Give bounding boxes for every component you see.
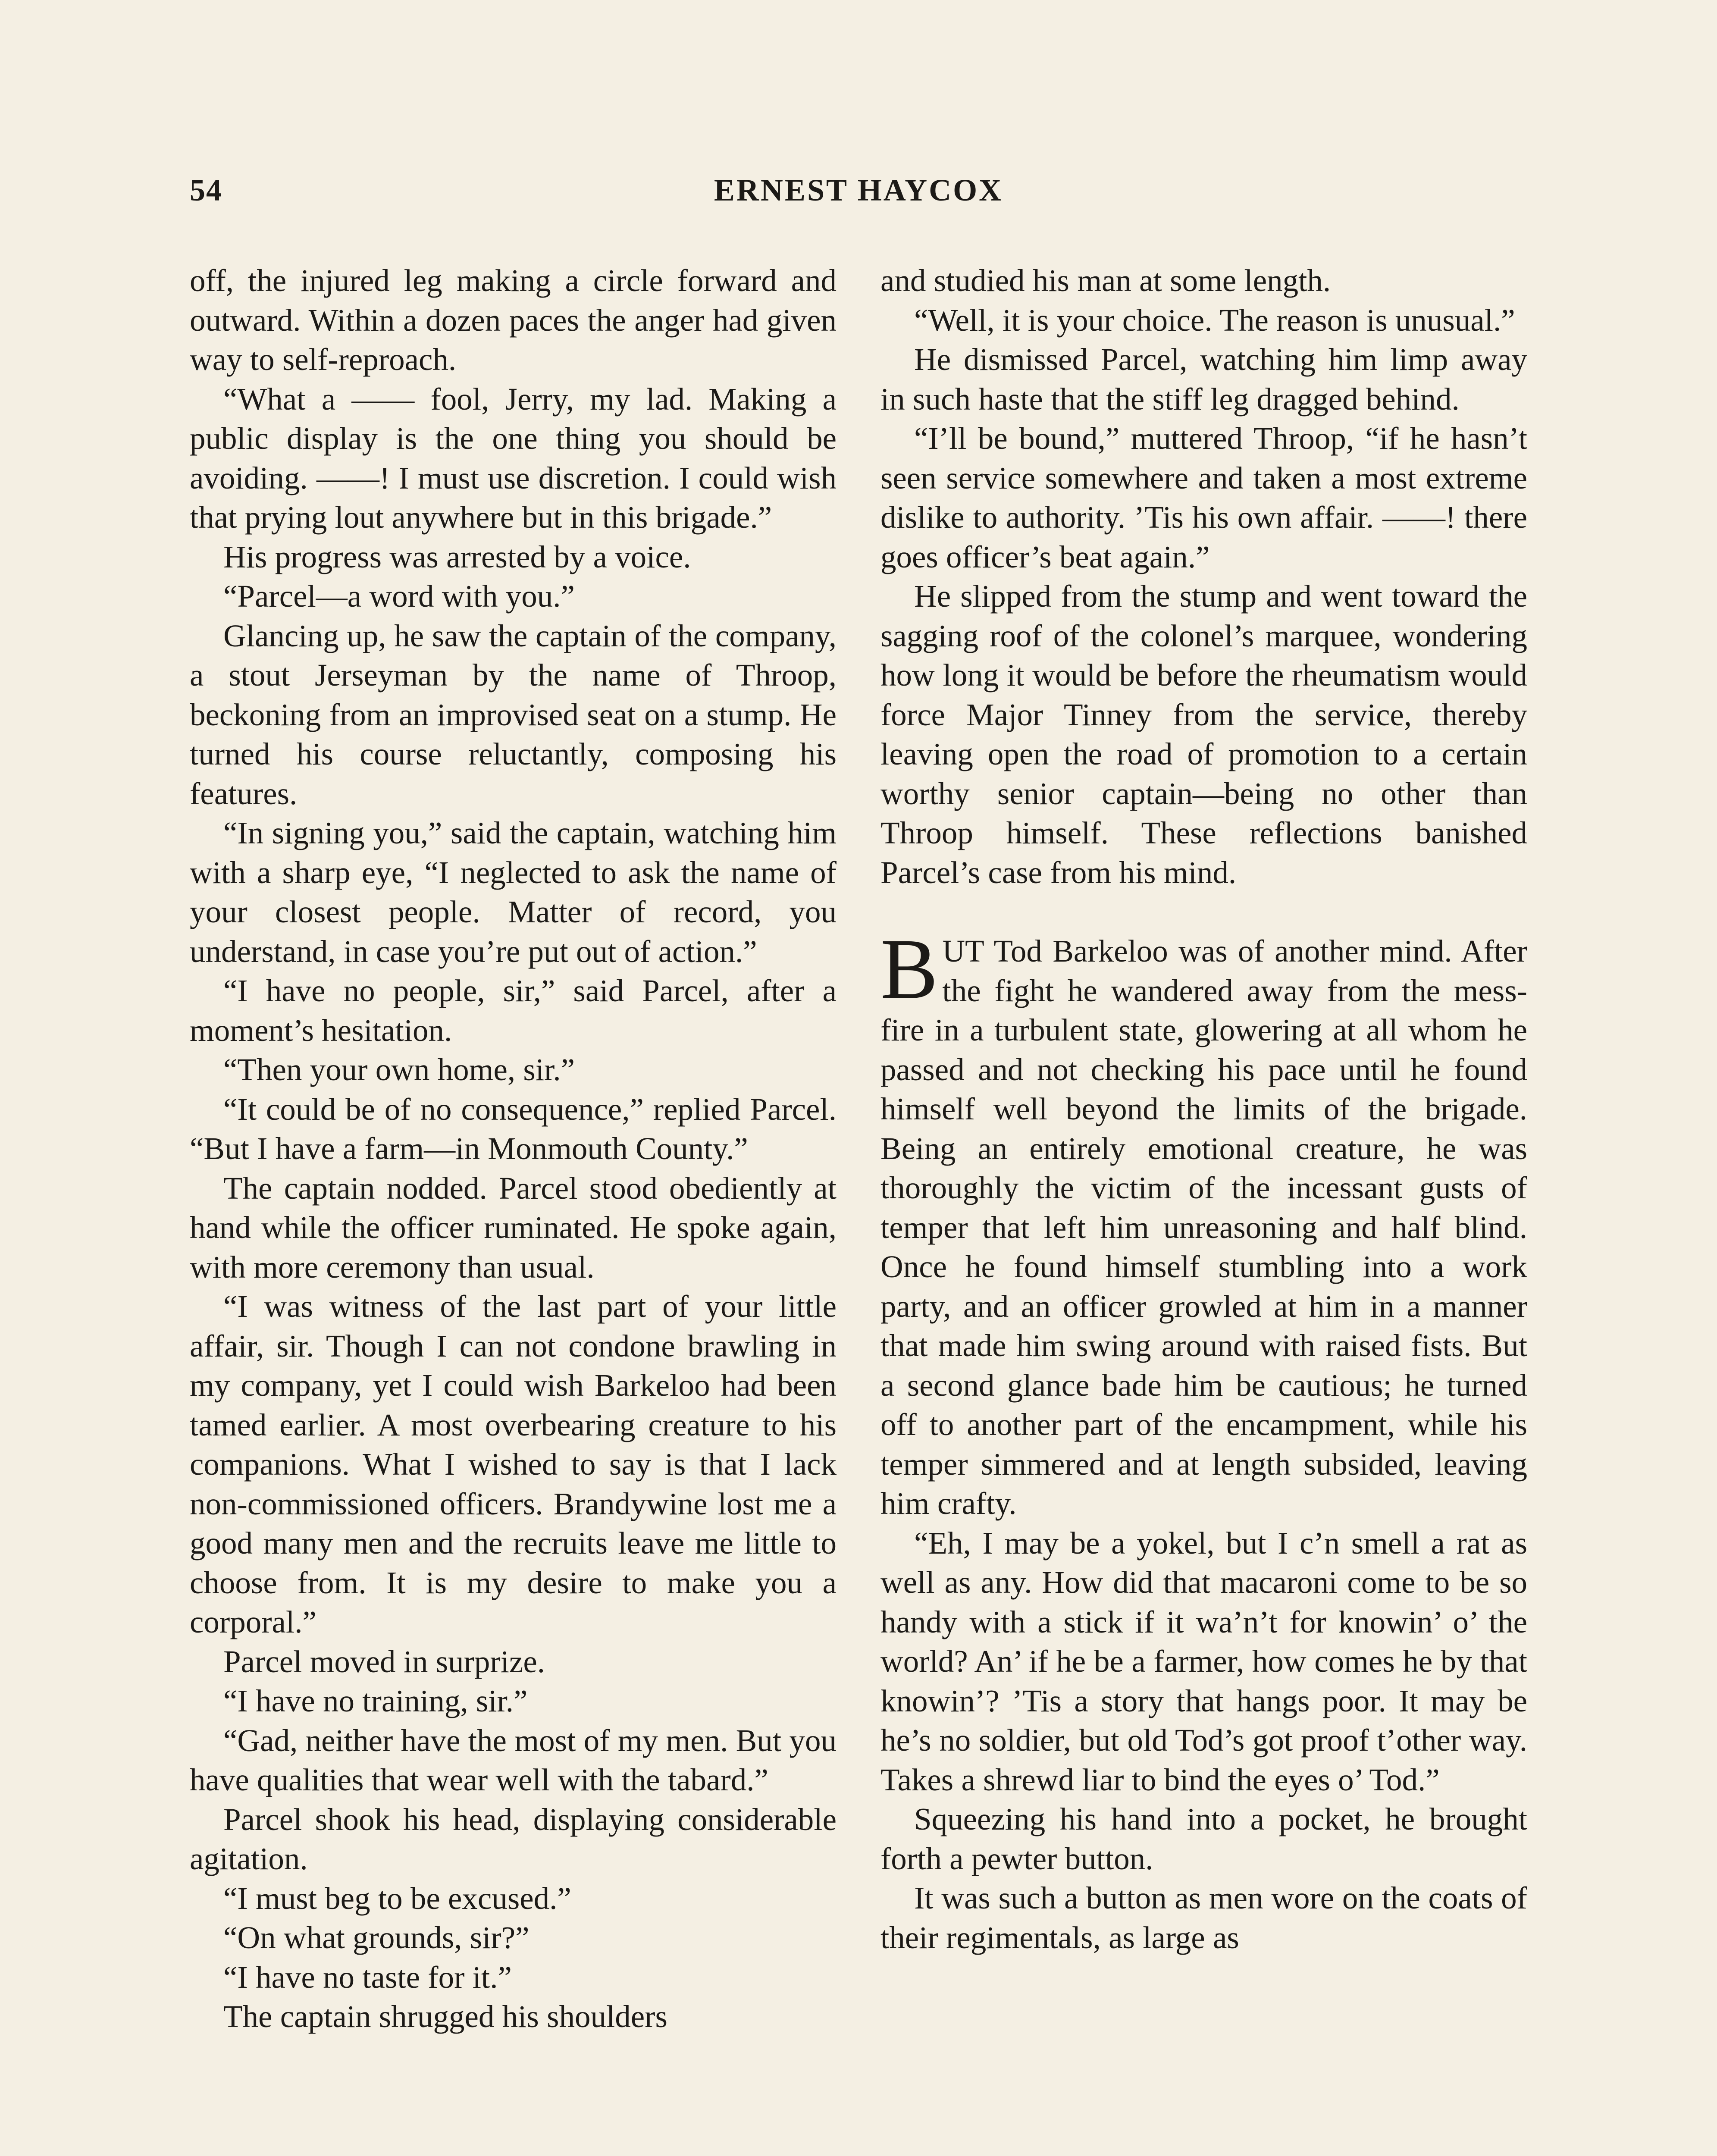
paragraph: “I must beg to be excused.” xyxy=(223,1880,571,1916)
paragraph: “I’ll be bound,” muttered Throop, “if he hasn’t seen service somewhere and taken a most extreme dislike to authority. ’Tis his own affair. ——! there goes officer’s beat again.” xyxy=(880,421,1527,574)
left-column xyxy=(190,261,837,2156)
page-header xyxy=(190,172,1527,220)
running-head: ERNEST HAYCOX xyxy=(714,173,1003,207)
paragraph: The captain nodded. Parcel stood obediently at hand while the officer ruminated. He spoke again, with more ceremony than usual. xyxy=(190,1170,837,1285)
paragraph: His progress was arrested by a voice. xyxy=(223,539,691,574)
paragraph: and studied his man at some length. xyxy=(880,263,1331,298)
section-opening-paragraph xyxy=(880,921,1527,1523)
paragraph: off, the injured leg making a circle forward and outward. Within a dozen paces the anger had given way to self-reproach. xyxy=(190,263,837,377)
paragraph: It was such a button as men wore on the coats of their regimentals, as large as xyxy=(880,1880,1527,1955)
paragraph: Parcel moved in surprize. xyxy=(223,1644,545,1679)
paragraph: “It could be of no consequence,” replied Parcel. “But I have a farm—in Monmouth County.” xyxy=(190,1091,837,1166)
paragraph: The captain shrugged his shoulders xyxy=(223,1999,667,2034)
paragraph: “Gad, neither have the most of my men. But you have qualities that wear well with the tabard.” xyxy=(190,1723,837,1797)
right-column xyxy=(880,261,1527,2156)
page-number: 54 xyxy=(190,173,222,207)
paragraph: “Well, it is your choice. The reason is unusual.” xyxy=(914,302,1515,338)
paragraph: “I have no taste for it.” xyxy=(223,1959,512,1995)
paragraph: “Then your own home, sir.” xyxy=(223,1052,575,1087)
paragraph: “I was witness of the last part of your little affair, sir. Though I can not condone brawling in my company, yet I could wish Barkeloo had been tamed earlier. A most overbearing creature to his companions. What I wished to say is that I lack non-commissioned officers. Brandywine lost me a good many men and the recruits leave me little to choose from. It is my desire to make you a corporal.” xyxy=(190,1289,837,1639)
paragraph: “I have no training, sir.” xyxy=(223,1683,528,1718)
paragraph: Parcel shook his head, displaying considerable agitation. xyxy=(190,1802,837,1876)
paragraph: He slipped from the stump and went toward the sagging roof of the colonel’s marquee, wondering how long it would be before the rheumatism would force Major Tinney from the service, thereby leaving open the road of promotion to a certain worthy senior captain—being no other than Throop himself. These reflections banished Parcel’s case from his mind. xyxy=(880,579,1527,890)
paragraph: “On what grounds, sir?” xyxy=(223,1920,530,1955)
paragraph: “Parcel—a word with you.” xyxy=(223,579,575,614)
section-opening-text: UT Tod Barkeloo was of another mind. After the fight he wandered away from the mess-fire in a turbulent state, glowering at all whom he passed and not checking his pace until he found himself well beyond the limits of the brigade. Being an entirely emotional creature, he was thoroughly the victim of the incessant gusts of temper that left him unreasoning and half blind. Once he found himself stumbling into a work party, and an officer growled at him in a manner that made him swing around with raised fists. But a second glance bade him be cautious; he turned off to another part of the encampment, while his temper simmered and at length subsided, leaving him crafty. xyxy=(880,934,1527,1521)
paragraph: “In signing you,” said the captain, watching him with a sharp eye, “I neglected to ask the name of your closest people. Matter of record, you understand, in case you’re put out of action.” xyxy=(190,815,837,969)
paragraph: Squeezing his hand into a pocket, he brought forth a pewter button. xyxy=(880,1802,1527,1876)
paragraph: “I have no people, sir,” said Parcel, after a moment’s hesitation. xyxy=(190,973,837,1048)
drop-cap: B xyxy=(880,921,938,1017)
paragraph: He dismissed Parcel, watching him limp away in such haste that the stiff leg dragged behind. xyxy=(880,342,1527,417)
text-columns xyxy=(190,261,1527,2156)
paragraph: Glancing up, he saw the captain of the company, a stout Jerseyman by the name of Throop, beckoning from an improvised seat on a stump. He turned his course reluctantly, composing his features. xyxy=(190,618,837,811)
paragraph: “Eh, I may be a yokel, but I c’n smell a rat as well as any. How did that macaroni come to be so handy with a stick if it wa’n’t for knowin’ o’ the world? An’ if he be a farmer, how comes he by that knowin’? ’Tis a story that hangs poor. It may be he’s no soldier, but old Tod’s got proof t’other way. Takes a shrewd liar to bind the eyes o’ Tod.” xyxy=(880,1525,1527,1797)
paragraph: “What a —— fool, Jerry, my lad. Making a public display is the one thing you should be avoiding. ——! I must use discretion. I could wish that prying lout anywhere but in this brigade.” xyxy=(190,381,837,535)
